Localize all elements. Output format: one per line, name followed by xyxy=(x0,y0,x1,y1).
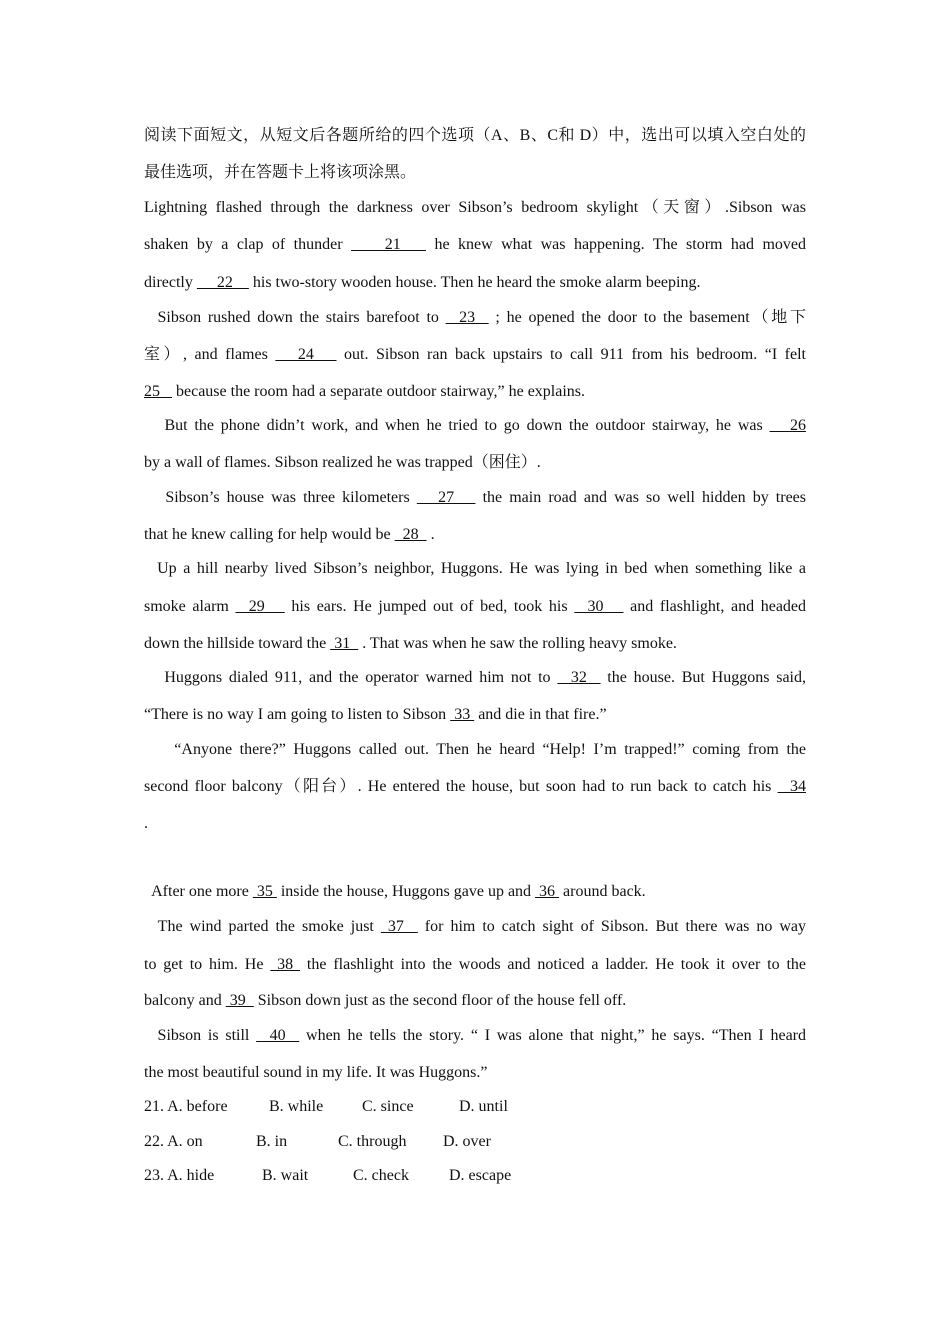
answer-blank: 31 xyxy=(330,635,359,652)
passage-text: After one more xyxy=(144,883,253,900)
option-text: A. on xyxy=(167,1133,203,1150)
answer-option xyxy=(338,1132,406,1152)
passage-text: for him to catch sight of Sibson. But there was no way xyxy=(417,918,807,935)
passage-text: ; he opened the door to the basement（地下 xyxy=(488,309,806,326)
answer-blank: 21 xyxy=(350,236,427,253)
passage-text: inside the house, Huggons gave up and xyxy=(276,883,536,900)
option-text: B. wait xyxy=(262,1167,309,1184)
answer-blank: 38 xyxy=(270,956,301,973)
passage-line xyxy=(144,525,806,545)
passage-text: Sibson rushed down the stairs barefoot to xyxy=(144,309,446,326)
passage-line xyxy=(144,668,806,688)
passage-line xyxy=(144,777,806,797)
passage-line xyxy=(144,235,806,255)
option-text: C. since xyxy=(362,1098,414,1115)
passage-text: around back. xyxy=(559,883,646,900)
answer-blank: 30 xyxy=(574,598,624,615)
answer-option xyxy=(144,1097,228,1117)
option-text: B. in xyxy=(256,1133,288,1150)
answer-option xyxy=(262,1166,308,1186)
passage-text: that he knew calling for help would be xyxy=(144,526,395,543)
answer-option xyxy=(353,1166,409,1186)
passage-text: to get to him. He xyxy=(144,956,271,973)
passage-text: . xyxy=(426,526,435,543)
question-number: 23. xyxy=(144,1167,164,1184)
answer-blank: 35 xyxy=(252,883,277,900)
answer-option xyxy=(144,1166,214,1186)
passage-line xyxy=(144,198,806,218)
answer-blank: 22 xyxy=(196,274,249,291)
passage-text: “Anyone there?” Huggons called out. Then he heard “Help! I’m trapped!” coming from the xyxy=(144,741,806,758)
answer-blank: 33 xyxy=(450,706,475,723)
passage-text: The wind parted the smoke just xyxy=(144,918,381,935)
passage-text: Sibson’s house was three kilometers xyxy=(144,489,417,506)
passage-text: But the phone didn’t work, and when he tried to go down the outdoor stairway, he was xyxy=(144,417,770,434)
answer-blank: 25 xyxy=(144,383,160,400)
passage-text: his two-story wooden house. Then he heard the smoke alarm beeping. xyxy=(248,274,701,291)
passage-line xyxy=(144,955,806,975)
passage-line xyxy=(144,273,806,293)
answer-blank: 24 xyxy=(275,346,337,363)
option-text: D. until xyxy=(459,1098,508,1115)
answer-option xyxy=(144,1132,203,1152)
answer-blank: 39 xyxy=(225,992,254,1009)
passage-text: out. Sibson ran back upstairs to call 911 from his bedroom. “I felt xyxy=(336,346,807,363)
passage-text: shaken by a clap of thunder xyxy=(144,236,351,253)
instruction-line: 阅读下面短文，从短文后各题所给的四个选项（A、B、C和 D）中，选出可以填入空白处的 xyxy=(144,127,806,144)
passage-text: the flashlight into the woods and noticed a ladder. He took it over to the xyxy=(300,956,807,973)
answer-blank: 37 xyxy=(380,918,418,935)
passage-line xyxy=(144,308,806,328)
answer-option xyxy=(269,1097,323,1117)
passage-text: “There is no way I am going to listen to Sibson xyxy=(144,706,451,723)
option-text: A. hide xyxy=(167,1167,215,1184)
answer-option xyxy=(256,1132,287,1152)
answer-option xyxy=(443,1132,491,1152)
answer-blank: 23 xyxy=(445,309,489,326)
answer-blank xyxy=(160,383,172,400)
passage-text: 室）, and flames xyxy=(144,346,276,363)
passage-text: . xyxy=(144,815,148,832)
passage-text: because the room had a separate outdoor stairway,” he explains. xyxy=(172,383,586,400)
option-text: D. over xyxy=(443,1133,491,1150)
passage-text: he knew what was happening. The storm had moved xyxy=(426,236,807,253)
passage-text: Sibson is still xyxy=(144,1027,257,1044)
answer-blank: 27 xyxy=(416,489,476,506)
passage-line xyxy=(144,917,806,937)
passage-line xyxy=(144,382,806,402)
passage-text: the house. But Huggons said, xyxy=(600,669,807,686)
passage-line xyxy=(144,453,806,473)
passage-text: and flashlight, and headed xyxy=(623,598,807,615)
passage-text: balcony and xyxy=(144,992,226,1009)
passage-text: Lightning flashed through the darkness over Sibson’s bedroom skylight（天窗）.Sibson was xyxy=(144,199,806,216)
passage-line xyxy=(144,705,806,725)
passage-line xyxy=(144,814,806,834)
answer-option xyxy=(459,1097,508,1117)
answer-blank: 34 xyxy=(777,778,806,795)
passage-line xyxy=(144,597,806,617)
passage-line xyxy=(144,488,806,508)
answer-blank: 32 xyxy=(557,669,601,686)
passage-line xyxy=(144,345,806,365)
passage-text: his ears. He jumped out of bed, took his xyxy=(284,598,575,615)
passage-line xyxy=(144,634,806,654)
passage-text: and die in that fire.” xyxy=(474,706,607,723)
passage-text: by a wall of flames. Sibson realized he was trapped（困住）. xyxy=(144,454,541,471)
passage-line xyxy=(144,559,806,579)
option-text: A. before xyxy=(167,1098,228,1115)
passage-text: Up a hill nearby lived Sibson’s neighbor, Huggons. He was lying in bed when something like a xyxy=(144,560,806,577)
passage-text: Sibson down just as the second floor of the house fell off. xyxy=(253,992,627,1009)
passage-text: directly xyxy=(144,274,197,291)
answer-blank: 26 xyxy=(769,417,806,434)
passage-line xyxy=(144,1026,806,1046)
passage-text: the most beautiful sound in my life. It was Huggons.” xyxy=(144,1064,488,1081)
option-text: C. check xyxy=(353,1167,409,1184)
option-text: C. through xyxy=(338,1133,407,1150)
answer-blank: 28 xyxy=(394,526,427,543)
passage-text: down the hillside toward the xyxy=(144,635,331,652)
option-text: B. while xyxy=(269,1098,324,1115)
answer-blank: 40 xyxy=(256,1027,300,1044)
answer-option xyxy=(362,1097,414,1117)
answer-option xyxy=(449,1166,511,1186)
option-text: D. escape xyxy=(449,1167,512,1184)
question-number: 21. xyxy=(144,1098,164,1115)
passage-line xyxy=(144,740,806,760)
passage-text: smoke alarm xyxy=(144,598,236,615)
question-number: 22. xyxy=(144,1133,164,1150)
passage-text: . That was when he saw the rolling heavy smoke. xyxy=(358,635,677,652)
passage-text: the main road and was so well hidden by trees xyxy=(475,489,807,506)
passage-line xyxy=(144,991,806,1011)
instruction-line: 最佳选项，并在答题卡上将该项涂黑。 xyxy=(144,164,417,181)
passage-text: Huggons dialed 911, and the operator warned him not to xyxy=(144,669,558,686)
passage-line xyxy=(144,882,806,902)
passage-text: second floor balcony（阳台）. He entered the house, but soon had to run back to catch his xyxy=(144,778,778,795)
passage-line xyxy=(144,1063,806,1083)
answer-blank: 29 xyxy=(235,598,285,615)
passage-text: when he tells the story. “ I was alone that night,” he says. “Then I heard xyxy=(299,1027,807,1044)
answer-blank: 36 xyxy=(535,883,560,900)
passage-line xyxy=(144,416,806,436)
